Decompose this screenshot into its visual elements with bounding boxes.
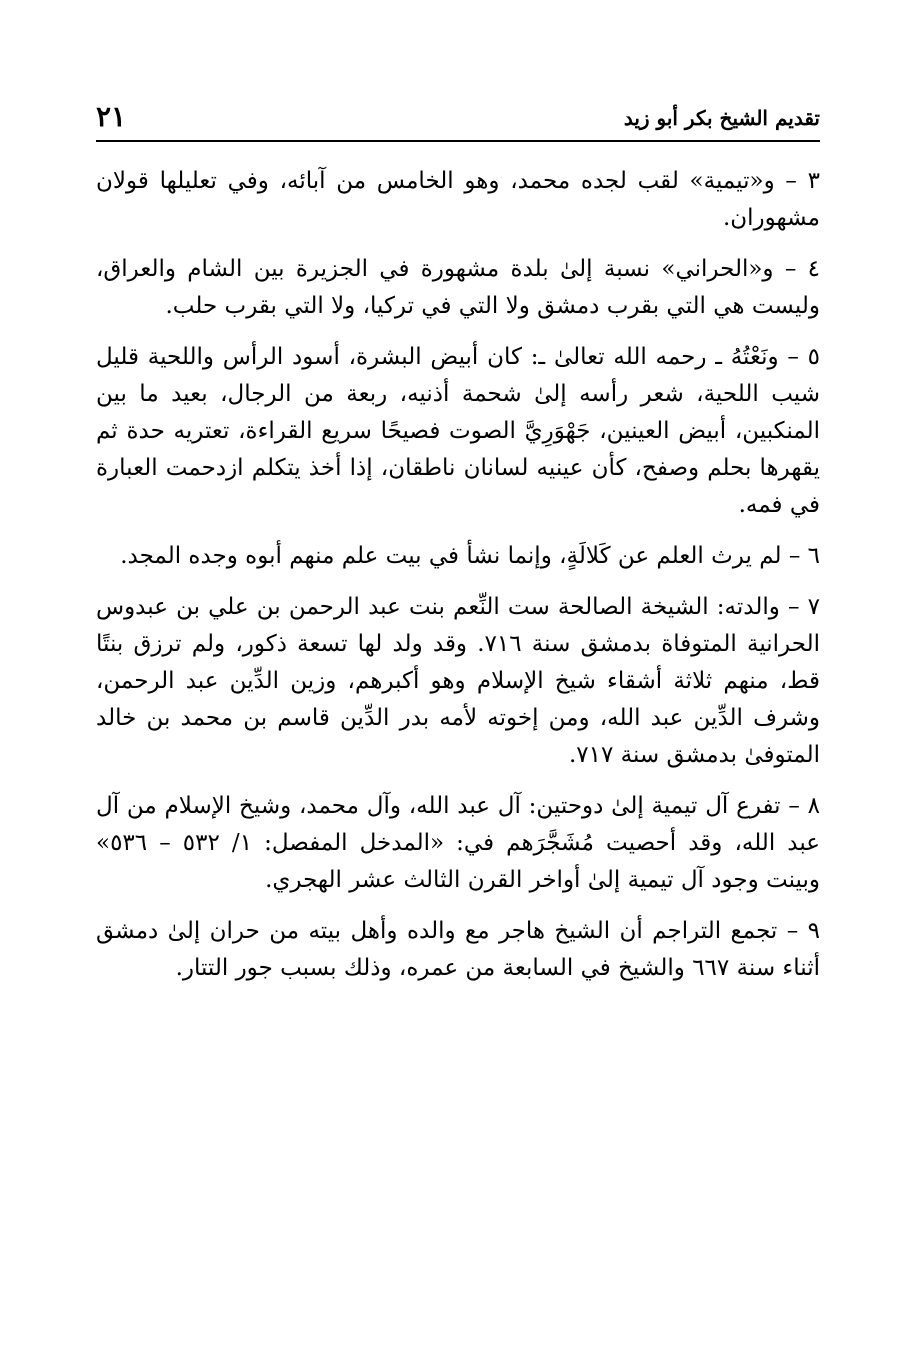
note-3: ٣ – و«تيمية» لقب لجده محمد، وهو الخامس من آبائه، وفي تعليلها قولان مشهوران. <box>96 168 820 231</box>
notes-body <box>96 163 820 1001</box>
header-divider <box>96 140 820 142</box>
page-number: ٢١ <box>96 100 127 133</box>
note-6: ٦ – لم يرث العلم عن كَلالَةٍ، وإنما نشأ في بيت علم منهم أبوه وجده المجد. <box>120 543 820 569</box>
page-header <box>96 100 820 142</box>
note-7: ٧ – والدته: الشيخة الصالحة ست النِّعم بنت عبد الرحمن بن علي بن عبدوس الحرانية المتوفاة بدمشق سنة ٧١٦. وقد ولد لها تسعة ذكور، ولم ترزق بنتًا قط، منهم ثلاثة أشقاء شيخ الإسلام وهو أكبرهم، وزين الدِّين عبد الرحمن، وشرف الدِّين عبد الله، ومن إخوته لأمه بدر الدِّين قاسم بن محمد بن خالد المتوفىٰ بدمشق سنة ٧١٧. <box>96 594 820 768</box>
note-8: ٨ – تفرع آل تيمية إلىٰ دوحتين: آل عبد الله، وآل محمد، وشيخ الإسلام من آل عبد الله، وقد أحصيت مُشَجَّرَهم في: «المدخل المفصل: ١/ ٥٣٢ – ٥٣٦» وبينت وجود آل تيمية إلىٰ أواخر القرن الثالث عشر الهجري. <box>96 793 821 893</box>
note-5: ٥ – ونَعْتُهُ ـ رحمه الله تعالىٰ ـ: كان أبيض البشرة، أسود الرأس واللحية قليل شيب اللحية، شعر رأسه إلىٰ شحمة أذنيه، ربعة من الرجال، بعيد ما بين المنكبين، أبيض العينين، جَهْوَرِيَّ الصوت فصيحًا سريع القراءة، تعتريه حدة ثم يقهرها بحلم وصفح، كأن عينيه لسانان ناطقان، إذا أخذ يتكلم ازدحمت العبارة في فمه. <box>96 344 820 518</box>
note-4: ٤ – و«الحراني» نسبة إلىٰ بلدة مشهورة في الجزيرة بين الشام والعراق، وليست هي التي بقرب دمشق ولا التي في تركيا، ولا التي بقرب حلب. <box>96 256 820 319</box>
running-title: تقديم الشيخ بكر أبو زيد <box>623 106 820 130</box>
note-9: ٩ – تجمع التراجم أن الشيخ هاجر مع والده وأهل بيته من حران إلىٰ دمشق أثناء سنة ٦٦٧ والشيخ في السابعة من عمره، وذلك بسبب جور التتار. <box>96 918 820 981</box>
